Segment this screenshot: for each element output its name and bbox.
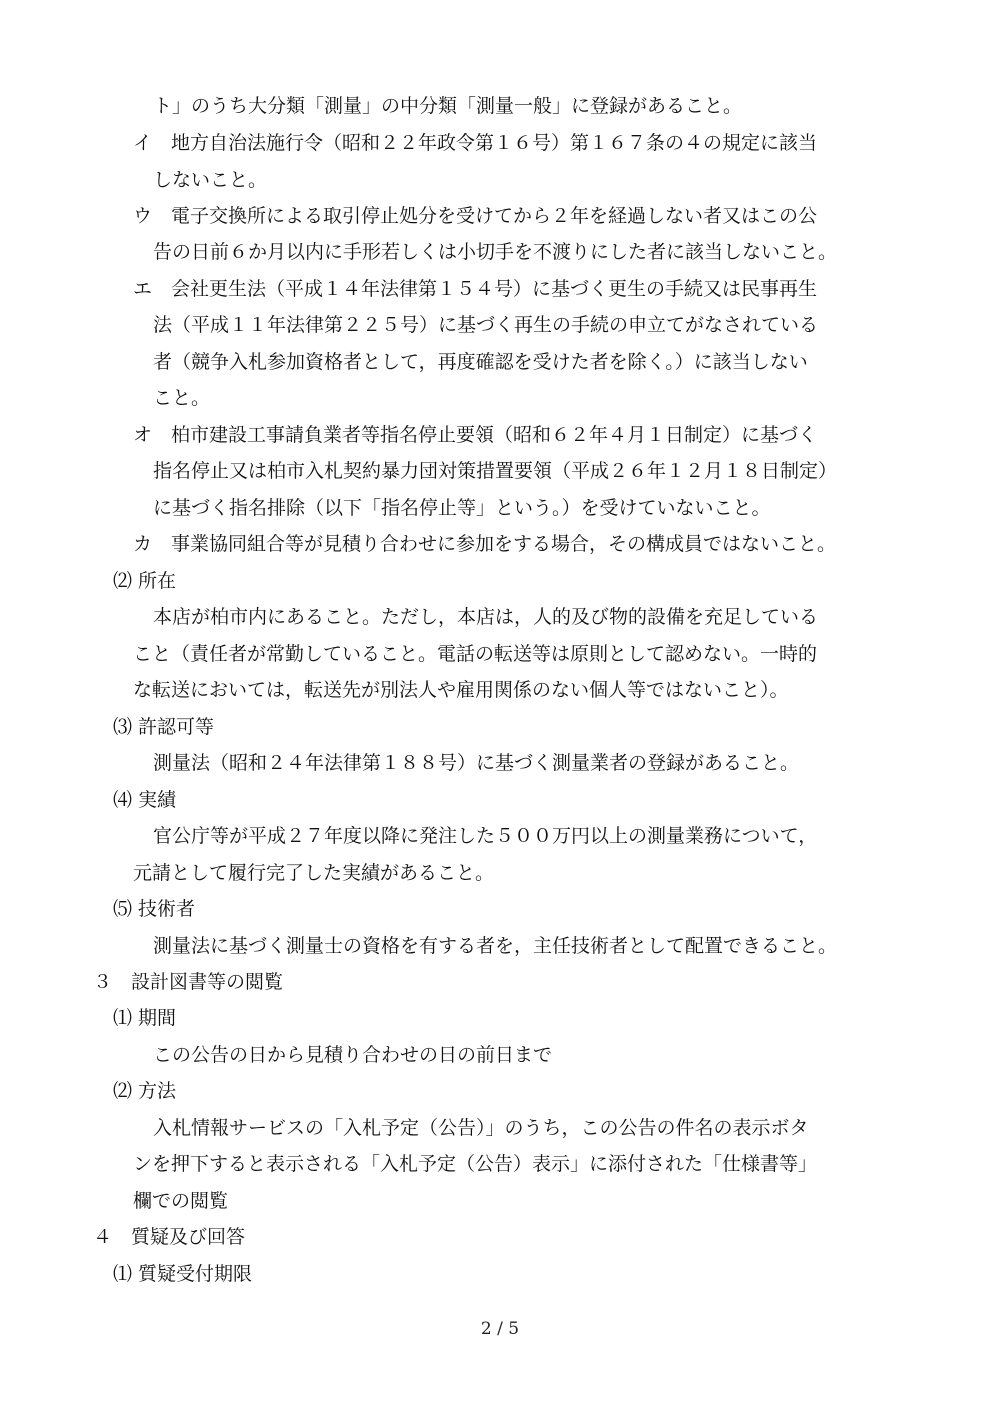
text-line: この公告の日から見積り合わせの日の前日まで bbox=[153, 1044, 553, 1066]
section-heading: ⑴ 質疑受付期限 bbox=[113, 1263, 253, 1285]
text-line: 入札情報サービスの「入札予定（公告）」のうち，この公告の件名の表示ボタ bbox=[153, 1117, 809, 1139]
text-line: 元請として履行完了した実績があること。 bbox=[133, 862, 495, 884]
text-line: イ 地方自治法施行令（昭和２２年政令第１６号）第１６７条の４の規定に該当 bbox=[133, 132, 818, 154]
text-line: 測量法（昭和２４年法律第１８８号）に基づく測量業者の登録があること。 bbox=[153, 752, 800, 774]
text-line: 官公庁等が平成２７年度以降に発注した５００万円以上の測量業務について， bbox=[153, 825, 818, 847]
text-line: 欄での閲覧 bbox=[133, 1190, 229, 1212]
text-line: オ 柏市建設工事請負業者等指名停止要領（昭和６２年４月１日制定）に基づく bbox=[133, 424, 818, 446]
text-line: に基づく指名排除（以下「指名停止等」という。）を受けていないこと。 bbox=[153, 497, 771, 519]
section-heading: ⑴ 期間 bbox=[113, 1007, 177, 1029]
text-line: ウ 電子交換所による取引停止処分を受けてから２年を経過しない者又はこの公 bbox=[133, 205, 818, 227]
section-heading: ⑷ 実績 bbox=[113, 789, 177, 811]
chapter-heading: ３ 設計図書等の閲覧 bbox=[93, 971, 284, 993]
text-line: 法（平成１１年法律第２２５号）に基づく再生の手続の申立てがなされている bbox=[153, 314, 819, 336]
text-line: な転送においては，転送先が別法人や雇用関係のない個人等ではないこと）。 bbox=[133, 679, 789, 701]
section-heading: ⑵ 所在 bbox=[113, 570, 177, 592]
section-heading: ⑵ 方法 bbox=[113, 1080, 177, 1102]
text-line: エ 会社更生法（平成１４年法律第１５４号）に基づく更生の手続又は民事再生 bbox=[133, 278, 818, 300]
text-line: ンを押下すると表示される「入札予定（公告）表示」に添付された「仕様書等」 bbox=[133, 1153, 818, 1175]
text-line: ト」のうち大分類「測量」の中分類「測量一般」に登録があること。 bbox=[153, 95, 743, 117]
section-heading: ⑶ 許認可等 bbox=[113, 716, 215, 738]
text-line: 指名停止又は柏市入札契約暴力団対策措置要領（平成２６年１２月１８日制定） bbox=[153, 460, 838, 482]
text-line: こと。 bbox=[153, 387, 211, 409]
section-heading: ⑸ 技術者 bbox=[113, 898, 196, 920]
page-number: 2 / 5 bbox=[480, 1319, 520, 1339]
text-line: 者（競争入札参加資格者として，再度確認を受けた者を除く。）に該当しない bbox=[153, 351, 808, 373]
text-line: 本店が柏市内にあること。ただし，本店は，人的及び物的設備を充足している bbox=[153, 606, 819, 628]
text-line: しないこと。 bbox=[153, 169, 268, 191]
text-line: こと（責任者が常勤していること。電話の転送等は原則として認めない。一時的 bbox=[133, 643, 818, 665]
text-line: 測量法に基づく測量士の資格を有する者を，主任技術者として配置できること。 bbox=[153, 935, 838, 957]
text-line: 告の日前６か月以内に手形若しくは小切手を不渡りにした者に該当しないこと。 bbox=[153, 241, 838, 263]
text-line: カ 事業協同組合等が見積り合わせに参加をする場合，その構成員ではないこと。 bbox=[133, 533, 837, 555]
chapter-heading: ４ 質疑及び回答 bbox=[93, 1226, 246, 1248]
